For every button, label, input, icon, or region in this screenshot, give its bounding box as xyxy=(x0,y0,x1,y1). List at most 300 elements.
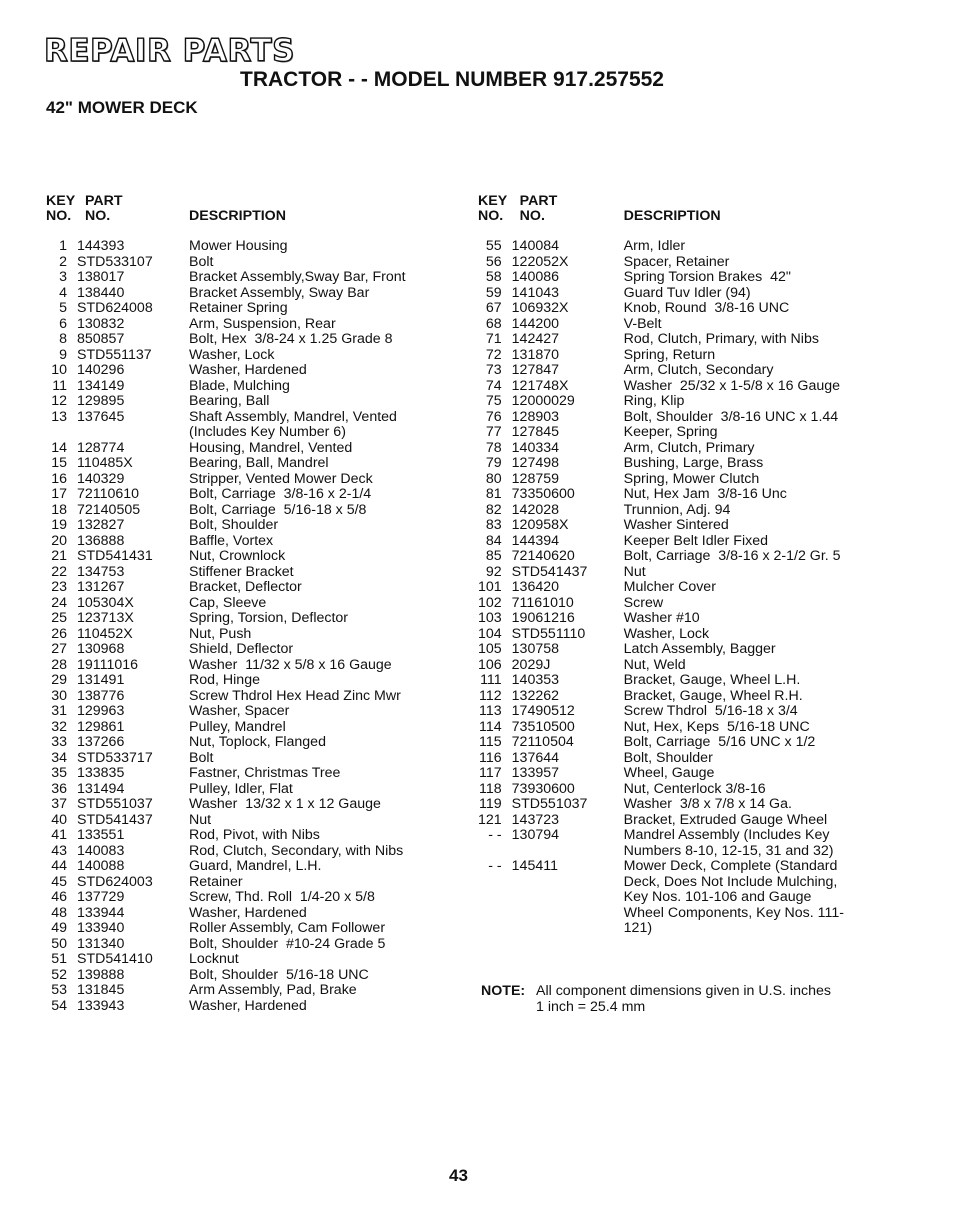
table-row xyxy=(46,596,406,612)
table-row xyxy=(46,859,406,875)
key-no-cell: 35 xyxy=(51,765,67,781)
table-row xyxy=(478,658,844,674)
table-row xyxy=(46,332,406,348)
key-no-cell: 44 xyxy=(51,858,67,874)
key-no-cell: 45 xyxy=(51,873,67,890)
description-cell: Bolt, Carriage 5/16 UNC x 1/2 xyxy=(623,734,816,750)
part-no-cell: 121748X xyxy=(511,377,569,394)
description-cell: Arm, Suspension, Rear xyxy=(189,315,336,332)
description-cell: Stiffener Bracket xyxy=(189,563,294,580)
part-no-cell: 137729 xyxy=(77,889,125,905)
description-cell: Stripper, Vented Mower Deck xyxy=(189,470,373,487)
table-row xyxy=(478,332,844,348)
part-header-line2: NO. xyxy=(519,208,545,224)
part-no-cell xyxy=(512,875,624,891)
description-cell: Nut xyxy=(189,811,212,828)
part-no-cell: 127498 xyxy=(511,455,560,471)
description-cell: Bushing, Large, Brass xyxy=(623,455,764,471)
key-no-cell: 46 xyxy=(51,889,67,905)
part-no-cell xyxy=(512,890,624,906)
description-cell: Washer, Lock xyxy=(623,625,710,642)
key-no-cell: 26 xyxy=(51,625,67,642)
key-no-cell: 8 xyxy=(59,331,67,347)
key-no-cell: 25 xyxy=(51,610,67,626)
key-no-cell: 32 xyxy=(51,718,67,735)
key-no-cell: 78 xyxy=(485,439,502,456)
description-cell: Bolt, Carriage 3/8-16 x 2-1/4 xyxy=(189,486,372,502)
description-cell: Retainer xyxy=(189,873,243,890)
part-no-cell: 127847 xyxy=(511,362,560,378)
part-no-cell: 71161010 xyxy=(511,594,574,611)
table-row xyxy=(478,890,844,906)
table-row xyxy=(478,456,844,472)
part-no-cell: 144200 xyxy=(511,315,560,332)
part-no-cell: 139888 xyxy=(77,966,125,983)
key-no-cell: 77 xyxy=(485,424,502,440)
part-no-cell: 132262 xyxy=(511,687,560,704)
description-cell: Deck, Does Not Include Mulching, xyxy=(623,873,838,890)
part-no-cell: 138440 xyxy=(77,284,125,301)
key-no-cell: 119 xyxy=(479,796,502,812)
part-no-cell: STD551037 xyxy=(77,796,153,812)
part-no-cell: STD624003 xyxy=(77,873,153,890)
key-no-cell: 74 xyxy=(485,377,502,394)
key-no-cell: 19 xyxy=(51,517,67,533)
description-cell: Bolt, Shoulder #10-24 Grade 5 xyxy=(189,935,386,952)
description-cell: Bolt, Carriage 3/8-16 x 2-1/2 Gr. 5 xyxy=(623,548,841,564)
part-no-cell: 130758 xyxy=(511,641,560,657)
table-row xyxy=(46,363,406,379)
description-cell: Screw, Thd. Roll 1/4-20 x 5/8 xyxy=(189,889,375,905)
key-no-cell: 103 xyxy=(478,610,502,626)
table-row xyxy=(46,828,406,844)
table-row xyxy=(46,766,406,782)
key-no-cell: 11 xyxy=(52,377,67,394)
description-cell: Bolt, Shoulder 3/8-16 UNC x 1.44 xyxy=(623,408,839,425)
table-row xyxy=(46,472,406,488)
part-no-header xyxy=(77,194,189,239)
part-header-line1: PART xyxy=(85,193,123,209)
table-row xyxy=(46,394,406,410)
table-row xyxy=(478,518,844,534)
description-cell: Nut, Crownlock xyxy=(189,548,286,564)
part-no-cell: 140329 xyxy=(77,470,125,487)
part-no-cell: 105304X xyxy=(77,594,134,611)
key-no-cell: 52 xyxy=(51,966,67,983)
note-text xyxy=(536,983,831,1015)
description-cell: Rod, Pivot, with Nibs xyxy=(189,827,320,843)
part-no-cell: 129963 xyxy=(77,703,125,719)
table-row xyxy=(46,642,406,658)
description-cell: Bolt xyxy=(189,749,214,766)
part-no-cell: 143723 xyxy=(511,811,560,828)
key-no-cell: 51 xyxy=(51,951,67,967)
part-no-cell: STD624008 xyxy=(77,300,153,316)
key-no-cell xyxy=(478,875,512,891)
table-row xyxy=(46,549,406,565)
part-no-cell: 142028 xyxy=(511,501,560,518)
key-no-cell: 12 xyxy=(51,393,67,409)
description-cell: Bolt xyxy=(189,253,214,270)
part-no-header xyxy=(512,194,624,239)
key-no-cell: 115 xyxy=(479,734,502,750)
part-no-cell: STD551037 xyxy=(511,796,588,812)
part-no-cell: 134753 xyxy=(77,563,125,580)
description-header: DESCRIPTION xyxy=(189,208,286,224)
part-no-cell: 110452X xyxy=(77,625,133,642)
part-no-cell: 140084 xyxy=(511,238,560,254)
table-row xyxy=(478,813,844,829)
description-cell: Nut xyxy=(623,563,646,580)
part-no-cell: 73510500 xyxy=(511,718,575,735)
key-no-cell: 48 xyxy=(51,904,67,921)
description-cell: Shaft Assembly, Mandrel, Vented xyxy=(189,408,397,425)
table-row xyxy=(46,611,406,627)
part-no-cell: 131340 xyxy=(77,935,125,952)
description-cell: Bolt, Shoulder xyxy=(623,749,713,766)
part-no-cell: STD541437 xyxy=(511,563,588,580)
table-row xyxy=(46,410,406,426)
part-no-cell: 17490512 xyxy=(511,703,575,719)
table-row xyxy=(478,921,844,937)
table-row xyxy=(46,921,406,937)
description-cell: Latch Assembly, Bagger xyxy=(623,641,776,657)
part-no-cell: 138776 xyxy=(77,687,125,704)
table-row xyxy=(46,720,406,736)
part-no-cell: 128774 xyxy=(77,439,125,456)
part-no-cell: STD533717 xyxy=(77,749,153,766)
table-row xyxy=(46,797,406,813)
table-row xyxy=(478,301,844,317)
part-no-cell: 140334 xyxy=(511,439,560,456)
part-no-cell: 73350600 xyxy=(511,486,575,502)
description-cell: Washer, Lock xyxy=(189,346,275,363)
part-no-cell: 72140505 xyxy=(77,501,141,518)
key-no-cell: 55 xyxy=(485,238,502,254)
description-cell: Rod, Clutch, Primary, with Nibs xyxy=(623,331,819,347)
description-cell: Washer 25/32 x 1-5/8 x 16 Gauge xyxy=(623,377,841,394)
key-no-cell: 118 xyxy=(479,780,502,797)
table-row xyxy=(46,518,406,534)
key-no-cell: 36 xyxy=(51,780,67,797)
table-row xyxy=(46,317,406,333)
table-row xyxy=(478,410,844,426)
key-no-cell: 30 xyxy=(51,687,67,704)
key-no-cell: 22 xyxy=(51,563,67,580)
table-row xyxy=(478,255,844,271)
part-no-cell: 140296 xyxy=(77,362,125,378)
key-no-cell: - - xyxy=(488,827,502,843)
description-cell: Locknut xyxy=(189,951,239,967)
key-no-cell: 2 xyxy=(59,253,67,270)
key-no-cell: 21 xyxy=(51,548,67,564)
key-no-cell: 84 xyxy=(485,532,502,549)
part-no-cell: 131491 xyxy=(77,672,125,688)
key-no-cell: 76 xyxy=(485,408,502,425)
key-no-cell: 41 xyxy=(51,827,67,843)
description-cell: Screw Thdrol 5/16-18 x 3/4 xyxy=(623,703,798,719)
part-no-cell: 138017 xyxy=(77,269,125,285)
part-no-cell: 130832 xyxy=(77,315,125,332)
key-no-cell: 81 xyxy=(485,486,502,502)
description-cell: Bolt, Hex 3/8-24 x 1.25 Grade 8 xyxy=(189,331,393,347)
table-row xyxy=(478,534,844,550)
table-row xyxy=(478,503,844,519)
part-no-cell: 131870 xyxy=(511,346,560,363)
table-row xyxy=(478,859,844,875)
table-row xyxy=(46,999,406,1015)
part-no-cell: STD533107 xyxy=(77,253,153,270)
key-no-cell: 53 xyxy=(51,982,67,998)
description-cell: Screw xyxy=(623,594,664,611)
table-row xyxy=(478,828,844,844)
description-cell: Bolt, Shoulder 5/16-18 UNC xyxy=(189,966,369,983)
key-header-line2: NO. xyxy=(478,208,504,224)
key-no-header xyxy=(46,194,77,239)
part-no-cell: STD551137 xyxy=(77,346,152,363)
description-header: DESCRIPTION xyxy=(623,208,721,224)
table-row xyxy=(478,348,844,364)
key-no-cell: 50 xyxy=(51,935,67,952)
part-no-cell: 12000029 xyxy=(511,393,575,409)
part-no-cell: STD551110 xyxy=(511,625,586,642)
description-cell: Bearing, Ball xyxy=(189,393,270,409)
key-no-cell: 112 xyxy=(479,687,502,704)
description-cell: Wheel, Gauge xyxy=(623,765,715,781)
table-row xyxy=(478,906,844,922)
key-no-cell: 83 xyxy=(485,517,502,533)
table-row xyxy=(478,580,844,596)
description-cell: Washer 11/32 x 5/8 x 16 Gauge xyxy=(189,656,392,673)
description-cell: Screw Thdrol Hex Head Zinc Mwr xyxy=(189,687,401,704)
table-header-row xyxy=(478,194,844,239)
description-cell: Washer, Hardened xyxy=(189,362,307,378)
description-cell: Nut, Weld xyxy=(623,656,686,673)
table-row xyxy=(478,642,844,658)
description-cell: Spring Torsion Brakes 42" xyxy=(623,269,791,285)
key-no-cell: 5 xyxy=(59,300,67,316)
description-cell: Trunnion, Adj. 94 xyxy=(623,501,731,518)
table-row xyxy=(46,301,406,317)
part-no-cell: 128759 xyxy=(511,470,560,487)
part-no-cell: 72140620 xyxy=(511,548,575,564)
description-cell: Knob, Round 3/8-16 UNC xyxy=(623,300,790,316)
key-no-cell: 117 xyxy=(479,765,502,781)
part-no-cell: 144394 xyxy=(511,532,560,549)
table-header-row xyxy=(46,194,406,239)
key-no-cell: 71 xyxy=(485,331,502,347)
part-no-cell: 133835 xyxy=(77,765,125,781)
description-cell: Nut, Hex Jam 3/8-16 Unc xyxy=(623,486,787,502)
description-cell: Bracket Assembly,Sway Bar, Front xyxy=(189,269,406,285)
part-no-cell: 850857 xyxy=(77,331,125,347)
table-row xyxy=(478,379,844,395)
part-no-cell: 131845 xyxy=(77,982,125,998)
description-cell: Shield, Deflector xyxy=(189,641,294,657)
part-no-cell: 128903 xyxy=(511,408,560,425)
key-no-header xyxy=(478,194,512,239)
table-row xyxy=(46,487,406,503)
part-no-cell: 144393 xyxy=(77,238,125,254)
description-cell: Arm Assembly, Pad, Brake xyxy=(189,982,357,998)
table-row xyxy=(46,286,406,302)
key-no-cell: 31 xyxy=(51,703,67,719)
table-row xyxy=(46,890,406,906)
key-no-cell: 56 xyxy=(485,253,502,270)
table-row xyxy=(478,782,844,798)
key-no-cell: 85 xyxy=(485,548,502,564)
table-row xyxy=(478,627,844,643)
table-row xyxy=(478,441,844,457)
key-no-cell: 9 xyxy=(59,346,67,363)
key-no-cell: 10 xyxy=(51,362,67,378)
key-no-cell: 27 xyxy=(51,641,67,657)
part-header-line2: NO. xyxy=(85,208,111,224)
table-row xyxy=(478,720,844,736)
part-no-cell: 73930600 xyxy=(511,780,575,797)
part-no-cell xyxy=(512,921,624,937)
key-no-cell: 16 xyxy=(51,470,67,487)
key-no-cell: 34 xyxy=(51,749,67,766)
key-no-cell: 24 xyxy=(51,594,67,611)
description-cell: V-Belt xyxy=(623,315,662,332)
table-row xyxy=(46,968,406,984)
table-row xyxy=(478,286,844,302)
part-no-cell: 145411 xyxy=(511,858,558,874)
key-no-cell: 72 xyxy=(485,346,502,363)
description-cell: Washer Sintered xyxy=(623,517,729,533)
table-row xyxy=(478,751,844,767)
key-no-cell: 113 xyxy=(479,703,502,719)
table-row xyxy=(478,487,844,503)
key-no-cell xyxy=(478,844,512,860)
key-no-cell: 58 xyxy=(485,269,502,285)
key-no-cell: 73 xyxy=(485,362,502,378)
key-no-cell: 13 xyxy=(51,408,67,425)
table-row xyxy=(46,689,406,705)
table-row xyxy=(46,906,406,922)
table-row xyxy=(46,348,406,364)
part-no-cell: 131494 xyxy=(77,780,125,797)
description-cell: Bolt, Carriage 5/16-18 x 5/8 xyxy=(189,501,367,518)
table-row xyxy=(478,317,844,333)
part-no-cell: 133957 xyxy=(511,765,560,781)
page-number: 43 xyxy=(449,1166,468,1185)
key-no-cell: 28 xyxy=(51,656,67,673)
description-cell: Washer, Hardened xyxy=(189,997,307,1014)
table-row xyxy=(46,658,406,674)
table-row xyxy=(478,689,844,705)
key-no-cell: 33 xyxy=(51,734,67,750)
key-no-cell: 82 xyxy=(485,501,502,518)
parts-table-right xyxy=(478,194,844,937)
table-row xyxy=(478,425,844,441)
description-cell: Spring, Return xyxy=(623,346,716,363)
part-no-cell xyxy=(77,425,189,441)
part-no-cell: 120958X xyxy=(511,517,569,533)
table-row xyxy=(46,456,406,472)
description-cell: Nut, Push xyxy=(189,625,252,642)
description-cell: Housing, Mandrel, Vented xyxy=(189,439,353,456)
description-cell: Spring, Torsion, Deflector xyxy=(189,610,349,626)
key-no-cell: 68 xyxy=(485,315,502,332)
table-row xyxy=(46,425,406,441)
part-no-cell: 140083 xyxy=(77,842,125,859)
key-header-line1: KEY xyxy=(46,193,76,209)
table-row xyxy=(46,735,406,751)
description-cell: Washer 3/8 x 7/8 x 14 Ga. xyxy=(623,796,792,812)
description-cell: Blade, Mulching xyxy=(189,377,290,394)
table-row xyxy=(46,937,406,953)
table-row xyxy=(46,580,406,596)
key-no-cell xyxy=(478,890,512,906)
part-no-cell: 131267 xyxy=(77,579,125,595)
part-no-cell: 122052X xyxy=(511,253,569,270)
part-no-cell: 127845 xyxy=(511,424,560,440)
key-no-cell: 59 xyxy=(485,284,502,301)
part-no-cell: 136888 xyxy=(77,532,125,549)
part-no-cell: 123713X xyxy=(77,610,134,626)
description-cell: Keeper, Spring xyxy=(623,424,718,440)
description-cell: Mower Deck, Complete (Standard xyxy=(623,858,838,874)
description-cell: Fastner, Christmas Tree xyxy=(189,765,341,781)
key-no-cell: 15 xyxy=(51,455,67,471)
description-cell: Guard Tuv Idler (94) xyxy=(623,284,751,301)
key-no-cell: 1 xyxy=(59,238,67,254)
parts-table-left xyxy=(46,194,406,1014)
part-no-cell: 140353 xyxy=(511,672,560,688)
key-no-cell: 101 xyxy=(478,579,502,595)
part-no-cell: 140086 xyxy=(511,269,560,285)
key-no-cell: 102 xyxy=(478,594,502,611)
key-no-cell: 54 xyxy=(51,997,67,1014)
description-cell: Washer #10 xyxy=(623,610,700,626)
description-cell: Mulcher Cover xyxy=(623,579,716,595)
key-no-cell: 75 xyxy=(485,393,502,409)
description-cell: Spacer, Retainer xyxy=(623,253,730,270)
table-row xyxy=(46,255,406,271)
note-label: NOTE: xyxy=(481,983,526,999)
part-no-cell: 132827 xyxy=(77,517,125,533)
table-row xyxy=(478,704,844,720)
key-no-cell: 121 xyxy=(478,811,502,828)
description-cell: Nut, Toplock, Flanged xyxy=(189,734,326,750)
part-no-cell: 72110504 xyxy=(511,734,574,750)
table-row xyxy=(46,952,406,968)
table-row xyxy=(478,270,844,286)
description-cell: Spring, Mower Clutch xyxy=(623,470,760,487)
table-row xyxy=(46,813,406,829)
description-cell: Rod, Hinge xyxy=(189,672,260,688)
key-no-cell: 40 xyxy=(51,811,67,828)
description-cell: Pulley, Mandrel xyxy=(189,718,286,735)
page-title: REPAIR PARTS xyxy=(44,33,295,69)
key-no-cell: 14 xyxy=(51,439,67,456)
description-cell: Key Nos. 101-106 and Gauge xyxy=(623,889,812,905)
description-cell: Arm, Clutch, Primary xyxy=(623,439,755,456)
description-cell: Bracket, Gauge, Wheel R.H. xyxy=(623,687,803,704)
key-no-cell: 116 xyxy=(479,749,502,766)
model-subtitle: TRACTOR - - MODEL NUMBER 917.257552 xyxy=(240,68,664,91)
table-row xyxy=(478,596,844,612)
part-no-cell: 129895 xyxy=(77,393,125,409)
table-row xyxy=(46,673,406,689)
key-no-cell: 92 xyxy=(485,563,502,580)
key-no-cell: 17 xyxy=(51,486,67,502)
description-cell: Cap, Sleeve xyxy=(189,594,267,611)
part-no-cell: 140088 xyxy=(77,858,125,874)
key-no-cell: 20 xyxy=(51,532,67,549)
